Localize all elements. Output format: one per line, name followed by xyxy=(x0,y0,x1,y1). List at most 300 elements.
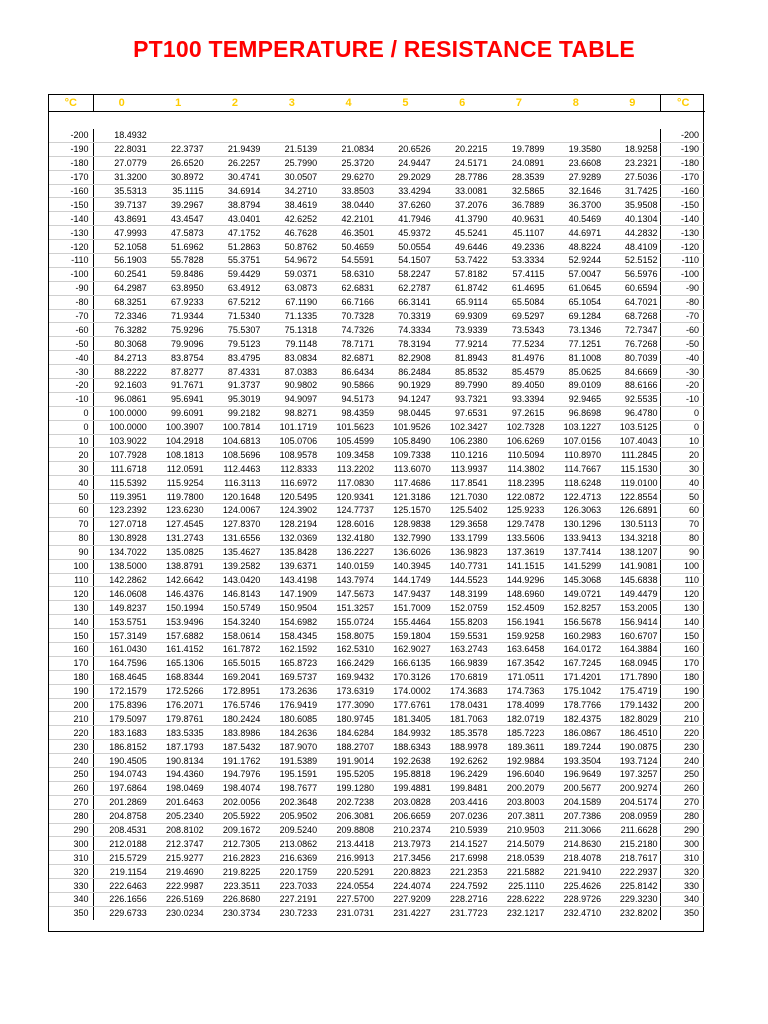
table-row xyxy=(49,837,705,851)
resistance-cell: 134.3218 xyxy=(604,531,661,545)
resistance-cell: 22.3737 xyxy=(150,142,207,156)
resistance-cell: 169.9432 xyxy=(320,670,377,684)
resistance-cell: 183.1683 xyxy=(93,726,150,740)
resistance-cell: 202.0056 xyxy=(207,795,264,809)
resistance-cell: 106.6269 xyxy=(491,434,548,448)
resistance-cell: 147.5673 xyxy=(320,587,377,601)
resistance-cell: 132.0369 xyxy=(263,531,320,545)
resistance-cell: 47.9993 xyxy=(93,226,150,240)
resistance-cell: 157.6882 xyxy=(150,629,207,643)
resistance-cell: 99.2182 xyxy=(207,406,264,420)
resistance-cell: 68.7268 xyxy=(604,309,661,323)
resistance-cell: 55.7828 xyxy=(150,254,207,268)
resistance-cell: 33.4294 xyxy=(377,184,434,198)
resistance-cell: 171.0511 xyxy=(491,670,548,684)
resistance-cell: 59.0371 xyxy=(263,267,320,281)
temperature-cell-left: 290 xyxy=(49,823,93,837)
resistance-cell: 178.0431 xyxy=(434,698,491,712)
resistance-cell: 54.1507 xyxy=(377,254,434,268)
table-row xyxy=(49,254,705,268)
temperature-cell-right: -60 xyxy=(661,323,705,337)
resistance-cell: 102.7328 xyxy=(491,420,548,434)
table-row xyxy=(49,545,705,559)
resistance-cell: 211.6628 xyxy=(604,823,661,837)
resistance-cell: 140.3945 xyxy=(377,559,434,573)
resistance-cell: 69.5297 xyxy=(491,309,548,323)
resistance-cell: 45.5241 xyxy=(434,226,491,240)
resistance-cell: 33.0081 xyxy=(434,184,491,198)
resistance-cell: 162.5310 xyxy=(320,642,377,656)
resistance-cell: 76.7268 xyxy=(604,337,661,351)
resistance-cell: 192.6262 xyxy=(434,754,491,768)
temperature-cell-left: 170 xyxy=(49,656,93,670)
resistance-cell: 26.6520 xyxy=(150,156,207,170)
resistance-cell: 205.2340 xyxy=(150,809,207,823)
resistance-cell: 135.0825 xyxy=(150,545,207,559)
resistance-cell: 203.0828 xyxy=(377,795,434,809)
temperature-cell-left: -160 xyxy=(49,184,93,198)
resistance-cell: 182.0719 xyxy=(491,712,548,726)
resistance-cell: 197.6864 xyxy=(93,781,150,795)
resistance-cell: 152.8257 xyxy=(547,601,604,615)
table-row xyxy=(49,531,705,545)
resistance-cell: 45.1107 xyxy=(491,226,548,240)
resistance-cell: 191.1762 xyxy=(207,754,264,768)
resistance-cell: 125.5402 xyxy=(434,504,491,518)
resistance-cell: 196.6040 xyxy=(491,767,548,781)
resistance-cell: 91.3737 xyxy=(207,379,264,393)
table-header xyxy=(49,95,705,112)
resistance-cell: 73.9339 xyxy=(434,323,491,337)
resistance-cell: 27.0779 xyxy=(93,156,150,170)
resistance-cell: 128.6016 xyxy=(320,517,377,531)
resistance-cell: 77.5234 xyxy=(491,337,548,351)
resistance-cell: 160.2983 xyxy=(547,629,604,643)
resistance-cell: 73.5343 xyxy=(491,323,548,337)
resistance-cell: 205.5922 xyxy=(207,809,264,823)
resistance-cell: 137.7414 xyxy=(547,545,604,559)
resistance-cell: 197.3257 xyxy=(604,767,661,781)
resistance-cell: 202.3648 xyxy=(263,795,320,809)
resistance-cell: 166.6135 xyxy=(377,656,434,670)
resistance-cell: 156.1941 xyxy=(491,615,548,629)
resistance-cell: 114.7667 xyxy=(547,462,604,476)
resistance-cell xyxy=(604,129,661,142)
temperature-cell-right: 90 xyxy=(661,545,705,559)
table-row xyxy=(49,226,705,240)
resistance-cell: 128.2194 xyxy=(263,517,320,531)
resistance-cell: 153.5751 xyxy=(93,615,150,629)
resistance-cell: 40.9631 xyxy=(491,212,548,226)
resistance-cell: 25.7990 xyxy=(263,156,320,170)
resistance-cell: 159.5531 xyxy=(434,629,491,643)
resistance-cell: 99.6091 xyxy=(150,406,207,420)
temperature-cell-right: -20 xyxy=(661,379,705,393)
temperature-cell-right: -50 xyxy=(661,337,705,351)
resistance-cell: 217.3456 xyxy=(377,851,434,865)
temperature-cell-right: 280 xyxy=(661,809,705,823)
resistance-cell: 87.4331 xyxy=(207,365,264,379)
resistance-cell: 166.9839 xyxy=(434,656,491,670)
header-digit-0: 0 xyxy=(93,95,150,112)
resistance-cell: 125.1570 xyxy=(377,504,434,518)
resistance-cell: 119.0100 xyxy=(604,476,661,490)
resistance-cell: 229.6733 xyxy=(109,908,147,919)
resistance-cell: 221.9410 xyxy=(547,865,604,879)
resistance-cell: 100.7814 xyxy=(207,420,264,434)
resistance-cell: 93.3394 xyxy=(491,392,548,406)
resistance-cell: 18.4932 xyxy=(93,129,150,142)
resistance-cell xyxy=(207,129,264,142)
resistance-cell: 175.8396 xyxy=(93,698,150,712)
table-row xyxy=(49,392,705,406)
temperature-cell-left: -190 xyxy=(49,142,93,156)
resistance-cell: 131.6556 xyxy=(207,531,264,545)
resistance-cell: 120.1648 xyxy=(207,490,264,504)
resistance-cell: 69.9309 xyxy=(434,309,491,323)
temperature-cell-left: 0 xyxy=(49,406,93,420)
resistance-cell: 200.5677 xyxy=(547,781,604,795)
resistance-cell: 95.3019 xyxy=(207,392,264,406)
resistance-cell: 194.0743 xyxy=(93,767,150,781)
resistance-cell: 170.6819 xyxy=(434,670,491,684)
resistance-cell: 59.8486 xyxy=(150,267,207,281)
table-row xyxy=(49,504,705,518)
temperature-cell-right: 270 xyxy=(661,795,705,809)
resistance-cell: 143.7974 xyxy=(320,573,377,587)
temperature-cell-left: 260 xyxy=(49,781,93,795)
temperature-cell-left: -180 xyxy=(49,156,93,170)
resistance-cell: 92.1603 xyxy=(93,379,150,393)
resistance-cell: 179.5097 xyxy=(93,712,150,726)
pt100-table xyxy=(49,95,705,920)
resistance-cell: 101.5623 xyxy=(320,420,377,434)
resistance-cell: 34.6914 xyxy=(207,184,264,198)
temperature-cell-right: 30 xyxy=(661,462,705,476)
resistance-cell: 94.9097 xyxy=(263,392,320,406)
resistance-cell: 232.8202 xyxy=(619,908,658,919)
resistance-cell: 30.4741 xyxy=(207,170,264,184)
resistance-cell: 87.8277 xyxy=(150,365,207,379)
resistance-cell: 117.0830 xyxy=(320,476,377,490)
resistance-cell: 222.6463 xyxy=(93,879,150,893)
resistance-cell: 129.7478 xyxy=(491,517,548,531)
resistance-cell: 106.2380 xyxy=(434,434,491,448)
resistance-cell: 189.3611 xyxy=(491,740,548,754)
resistance-cell: 155.8203 xyxy=(434,615,491,629)
resistance-cell: 135.4627 xyxy=(207,545,264,559)
resistance-cell: 184.9932 xyxy=(377,726,434,740)
resistance-cell: 144.9296 xyxy=(491,573,548,587)
resistance-cell: 62.2787 xyxy=(377,281,434,295)
resistance-cell: 193.3504 xyxy=(547,754,604,768)
resistance-cell: 187.5432 xyxy=(207,740,264,754)
resistance-cell: 21.5139 xyxy=(263,142,320,156)
resistance-cell: 171.7890 xyxy=(604,670,661,684)
resistance-cell: 109.3458 xyxy=(320,448,377,462)
resistance-cell: 25.3720 xyxy=(320,156,377,170)
resistance-cell: 145.3068 xyxy=(547,573,604,587)
header-digit-7: 7 xyxy=(491,95,548,112)
header-digit-9: 9 xyxy=(604,95,661,112)
resistance-cell: 38.0440 xyxy=(320,198,377,212)
resistance-cell: 24.0891 xyxy=(491,156,548,170)
resistance-cell: 67.5212 xyxy=(207,295,264,309)
resistance-cell: 141.1515 xyxy=(491,559,548,573)
resistance-cell: 48.4109 xyxy=(604,240,661,254)
resistance-cell: 169.2041 xyxy=(207,670,264,684)
resistance-cell: 62.6831 xyxy=(320,281,377,295)
resistance-cell: 193.7124 xyxy=(604,754,661,768)
table-row xyxy=(49,767,705,781)
resistance-cell: 228.6222 xyxy=(491,892,548,906)
table-body xyxy=(49,112,705,920)
resistance-cell: 63.4912 xyxy=(207,281,264,295)
resistance-cell: 227.2191 xyxy=(263,892,320,906)
temperature-cell-left: 130 xyxy=(49,601,93,615)
resistance-cell: 149.4479 xyxy=(604,587,661,601)
resistance-cell: 177.6761 xyxy=(377,698,434,712)
resistance-cell: 45.9372 xyxy=(377,226,434,240)
resistance-cell: 221.5882 xyxy=(491,865,548,879)
resistance-cell: 219.4690 xyxy=(150,865,207,879)
resistance-cell: 188.6343 xyxy=(377,740,434,754)
header-digit-2: 2 xyxy=(207,95,264,112)
resistance-cell: 174.3683 xyxy=(434,684,491,698)
resistance-cell: 103.5125 xyxy=(604,420,661,434)
table-row xyxy=(49,892,705,906)
temperature-cell-left: 50 xyxy=(49,490,93,504)
resistance-cell: 87.0383 xyxy=(263,365,320,379)
resistance-cell: 75.9296 xyxy=(150,323,207,337)
resistance-cell: 110.5094 xyxy=(491,448,548,462)
resistance-cell: 100.0000 xyxy=(93,406,150,420)
table-row xyxy=(49,517,705,531)
resistance-cell: 79.1148 xyxy=(263,337,320,351)
resistance-cell: 166.2429 xyxy=(320,656,377,670)
resistance-cell: 23.2321 xyxy=(604,156,661,170)
resistance-cell xyxy=(434,129,491,142)
table-row xyxy=(49,629,705,643)
resistance-cell: 61.8742 xyxy=(434,281,491,295)
resistance-cell: 210.9503 xyxy=(491,823,548,837)
resistance-cell: 60.2541 xyxy=(93,267,150,281)
temperature-cell-right: -80 xyxy=(661,295,705,309)
resistance-cell: 57.8182 xyxy=(434,267,491,281)
table-row xyxy=(49,823,705,837)
resistance-cell: 105.0706 xyxy=(263,434,320,448)
table-row xyxy=(49,726,705,740)
temperature-cell-right: 150 xyxy=(661,629,705,643)
table-row xyxy=(49,587,705,601)
resistance-cell: 112.0591 xyxy=(150,462,207,476)
resistance-cell: 202.7238 xyxy=(320,795,377,809)
resistance-cell: 115.5392 xyxy=(93,476,150,490)
resistance-cell: 153.2005 xyxy=(604,601,661,615)
resistance-cell: 229.3230 xyxy=(604,892,661,906)
temperature-cell-right: 230 xyxy=(661,740,705,754)
temperature-cell-right: -140 xyxy=(661,212,705,226)
temperature-cell-right: 340 xyxy=(661,892,705,906)
temperature-cell-right: 80 xyxy=(661,531,705,545)
resistance-cell: 130.8928 xyxy=(93,531,150,545)
resistance-cell: 117.4686 xyxy=(377,476,434,490)
resistance-cell: 179.8761 xyxy=(150,712,207,726)
resistance-cell: 216.6369 xyxy=(263,851,320,865)
resistance-cell: 190.4505 xyxy=(93,754,150,768)
resistance-cell: 216.9913 xyxy=(320,851,377,865)
resistance-cell: 188.9978 xyxy=(434,740,491,754)
resistance-cell: 115.1530 xyxy=(604,462,661,476)
table-row xyxy=(49,809,705,823)
resistance-cell: 198.0469 xyxy=(150,781,207,795)
resistance-cell: 53.7422 xyxy=(434,254,491,268)
resistance-cell: 85.0625 xyxy=(547,365,604,379)
resistance-cell: 54.9672 xyxy=(263,254,320,268)
table-row xyxy=(49,601,705,615)
resistance-cell: 30.0507 xyxy=(263,170,320,184)
resistance-cell: 44.6971 xyxy=(547,226,604,240)
resistance-cell: 199.4881 xyxy=(377,781,434,795)
table-row xyxy=(49,615,705,629)
resistance-cell: 93.7321 xyxy=(434,392,491,406)
resistance-cell: 204.5174 xyxy=(604,795,661,809)
resistance-cell: 149.8237 xyxy=(93,601,150,615)
resistance-cell: 46.7628 xyxy=(263,226,320,240)
resistance-cell xyxy=(263,129,320,142)
header-digit-5: 5 xyxy=(377,95,434,112)
resistance-cell: 111.6718 xyxy=(93,462,150,476)
resistance-cell: 63.0873 xyxy=(263,281,320,295)
resistance-cell: 231.4227 xyxy=(393,908,431,919)
resistance-cell: 137.3619 xyxy=(491,545,548,559)
resistance-cell: 100.3907 xyxy=(150,420,207,434)
page-title: PT100 TEMPERATURE / RESISTANCE TABLE xyxy=(133,36,635,62)
resistance-cell: 188.2707 xyxy=(320,740,377,754)
resistance-cell: 220.8823 xyxy=(377,865,434,879)
resistance-cell: 150.9504 xyxy=(263,601,320,615)
resistance-cell: 138.5000 xyxy=(93,559,150,573)
resistance-cell: 204.8758 xyxy=(93,809,150,823)
resistance-cell: 109.7338 xyxy=(377,448,434,462)
temperature-cell-right: -120 xyxy=(661,240,705,254)
resistance-cell: 61.0645 xyxy=(547,281,604,295)
header-spacer-row xyxy=(49,112,705,130)
resistance-cell: 152.0759 xyxy=(434,601,491,615)
resistance-cell: 183.8986 xyxy=(207,726,264,740)
resistance-cell: 208.4531 xyxy=(93,823,150,837)
temperature-cell-left: -90 xyxy=(49,281,93,295)
resistance-cell: 207.7386 xyxy=(547,809,604,823)
resistance-cell: 207.0236 xyxy=(434,809,491,823)
header-digit-6: 6 xyxy=(434,95,491,112)
resistance-cell: 224.7592 xyxy=(434,879,491,893)
resistance-cell: 58.6310 xyxy=(320,267,377,281)
header-digit-8: 8 xyxy=(547,95,604,112)
resistance-cell: 135.8428 xyxy=(263,545,320,559)
resistance-cell: 207.3811 xyxy=(491,809,548,823)
resistance-cell: 90.9802 xyxy=(263,379,320,393)
resistance-cell: 84.6669 xyxy=(604,365,661,379)
resistance-cell: 161.0430 xyxy=(93,642,150,656)
temperature-cell-left: -120 xyxy=(49,240,93,254)
resistance-cell: 107.4043 xyxy=(604,434,661,448)
resistance-cell: 52.5152 xyxy=(604,254,661,268)
resistance-cell: 94.5173 xyxy=(320,392,377,406)
resistance-cell: 108.1813 xyxy=(150,448,207,462)
table-row xyxy=(49,212,705,226)
table-row xyxy=(49,240,705,254)
header-digit-4: 4 xyxy=(320,95,377,112)
resistance-cell: 83.0834 xyxy=(263,351,320,365)
table-row xyxy=(49,281,705,295)
resistance-cell: 165.8723 xyxy=(263,656,320,670)
resistance-cell: 97.6531 xyxy=(434,406,491,420)
resistance-cell: 124.0067 xyxy=(207,504,264,518)
resistance-cell: 159.9258 xyxy=(491,629,548,643)
resistance-cell: 146.4376 xyxy=(150,587,207,601)
table-row xyxy=(49,462,705,476)
resistance-cell: 130.5113 xyxy=(604,517,661,531)
resistance-cell: 230.7233 xyxy=(279,908,318,919)
table-row xyxy=(49,684,705,698)
resistance-cell: 101.9526 xyxy=(377,420,434,434)
resistance-cell: 19.3580 xyxy=(547,142,604,156)
table-row xyxy=(49,906,705,919)
resistance-cell: 105.8490 xyxy=(377,434,434,448)
temperature-cell-left: 240 xyxy=(49,754,93,768)
resistance-cell: 141.5299 xyxy=(547,559,604,573)
temperature-cell-left: -70 xyxy=(49,309,93,323)
resistance-cell: 173.6319 xyxy=(320,684,377,698)
resistance-cell: 210.5939 xyxy=(434,823,491,837)
resistance-cell: 43.8691 xyxy=(93,212,150,226)
resistance-cell: 97.2615 xyxy=(491,406,548,420)
temperature-cell-left: -20 xyxy=(49,379,93,393)
temperature-cell-left: 160 xyxy=(49,642,93,656)
resistance-cell: 74.3334 xyxy=(377,323,434,337)
resistance-cell: 30.8972 xyxy=(150,170,207,184)
resistance-cell: 214.1527 xyxy=(434,837,491,851)
resistance-cell: 181.7063 xyxy=(434,712,491,726)
temperature-cell-right: 200 xyxy=(661,698,705,712)
resistance-cell: 162.9027 xyxy=(377,642,434,656)
resistance-cell: 217.6998 xyxy=(434,851,491,865)
resistance-cell: 96.4780 xyxy=(604,406,661,420)
resistance-cell: 70.7328 xyxy=(320,309,377,323)
resistance-cell: 21.0834 xyxy=(320,142,377,156)
temperature-cell-right: 320 xyxy=(661,865,705,879)
resistance-cell: 223.3511 xyxy=(207,879,264,893)
resistance-cell: 149.0721 xyxy=(547,587,604,601)
temperature-cell-right: 190 xyxy=(661,684,705,698)
resistance-cell: 63.8950 xyxy=(150,281,207,295)
temperature-cell-right: 170 xyxy=(661,656,705,670)
resistance-cell: 23.6608 xyxy=(547,156,604,170)
temperature-cell-left: 220 xyxy=(49,726,93,740)
resistance-cell: 58.2247 xyxy=(377,267,434,281)
table-row xyxy=(49,323,705,337)
resistance-cell: 60.6594 xyxy=(604,281,661,295)
resistance-cell: 141.9081 xyxy=(604,559,661,573)
temperature-cell-right: -40 xyxy=(661,351,705,365)
resistance-cell: 181.3405 xyxy=(377,712,434,726)
table-row xyxy=(49,309,705,323)
resistance-cell: 96.8698 xyxy=(547,406,604,420)
resistance-cell: 161.7872 xyxy=(207,642,264,656)
resistance-cell: 154.6982 xyxy=(263,615,320,629)
resistance-cell: 104.2918 xyxy=(150,434,207,448)
